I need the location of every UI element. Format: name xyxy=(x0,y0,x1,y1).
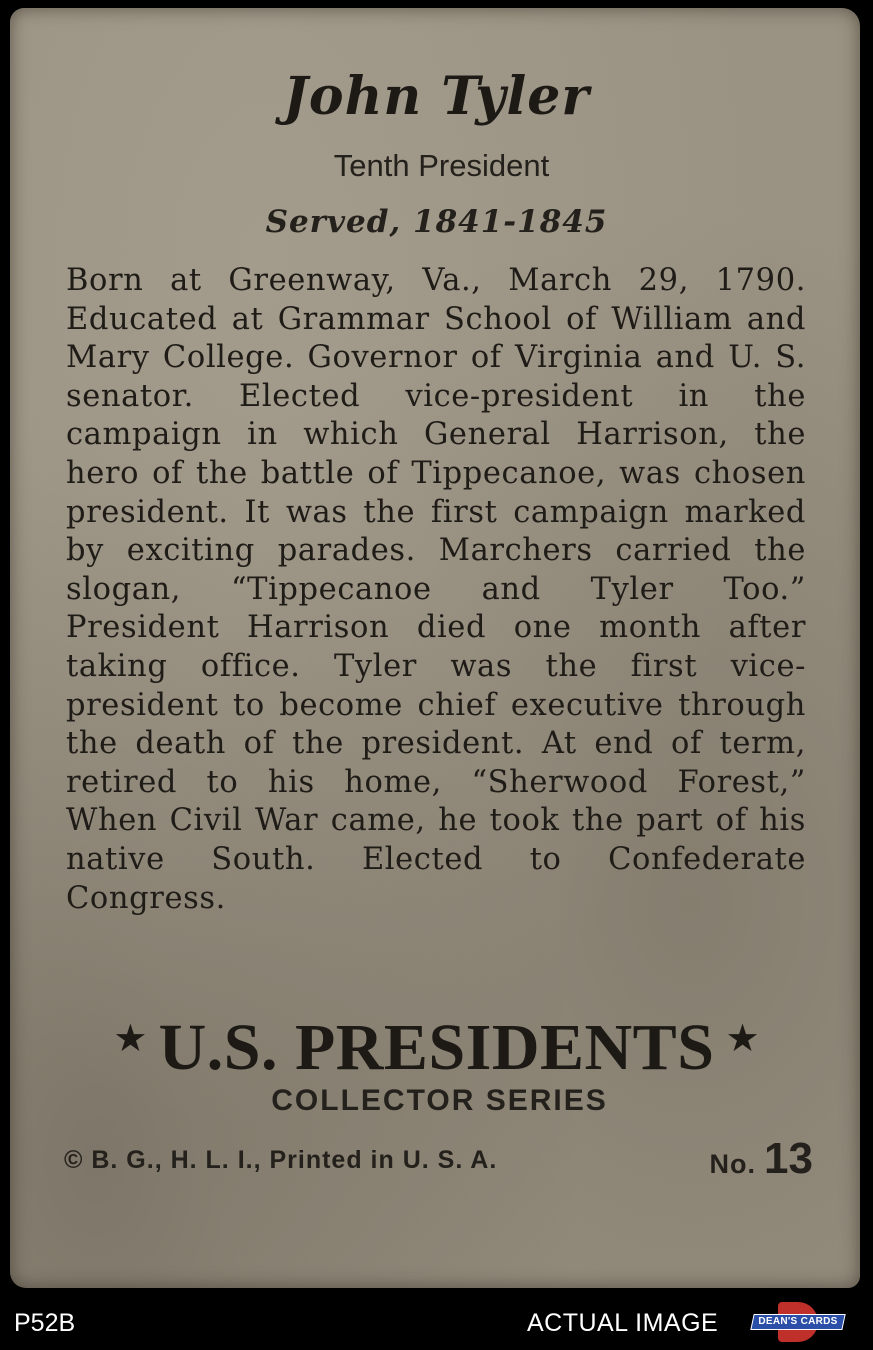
star-icon: ★ xyxy=(725,1016,760,1060)
president-name: John Tyler xyxy=(283,66,590,127)
series-banner xyxy=(0,1010,873,1086)
series-title: U.S. PRESIDENTS xyxy=(158,1011,715,1084)
term-served: Served, 1841-1845 xyxy=(265,204,608,240)
copyright-line: © B. G., H. L. I., Printed in U. S. A. xyxy=(64,1146,498,1174)
actual-image-label: ACTUAL IMAGE xyxy=(527,1309,719,1337)
footer-bar xyxy=(0,1294,873,1350)
biography-text: Born at Greenway, Va., March 29, 1790. Educated at Grammar School of William and Mary College. Governor of Virginia and U. S. senator. Elected vice-president in the campaign in which General Harrison, the hero of the battle of Tippecanoe, was chosen president. It was the first campaign marked by exciting parades. Marchers carried the slogan, “Tippecanoe and Tyler Too.” President Harrison died one month after taking office. Tyler was the first vice-president to become chief executive through the death of the president. At end of term, retired to his home, “Sherwood Forest,” When Civil War came, he took the part of his native South. Elected to Confederate Congress. xyxy=(66,263,806,916)
deans-cards-logo xyxy=(752,1302,844,1342)
grade-code: P52B xyxy=(14,1309,76,1337)
president-ordinal: Tenth President xyxy=(333,148,550,183)
card-number xyxy=(710,1134,813,1184)
logo-text: DEAN'S CARDS xyxy=(758,1316,838,1327)
card-number-label: No. xyxy=(709,1149,757,1179)
series-subtitle: COLLECTOR SERIES xyxy=(271,1084,608,1117)
star-icon: ★ xyxy=(113,1016,148,1060)
card-number-value: 13 xyxy=(764,1134,813,1183)
